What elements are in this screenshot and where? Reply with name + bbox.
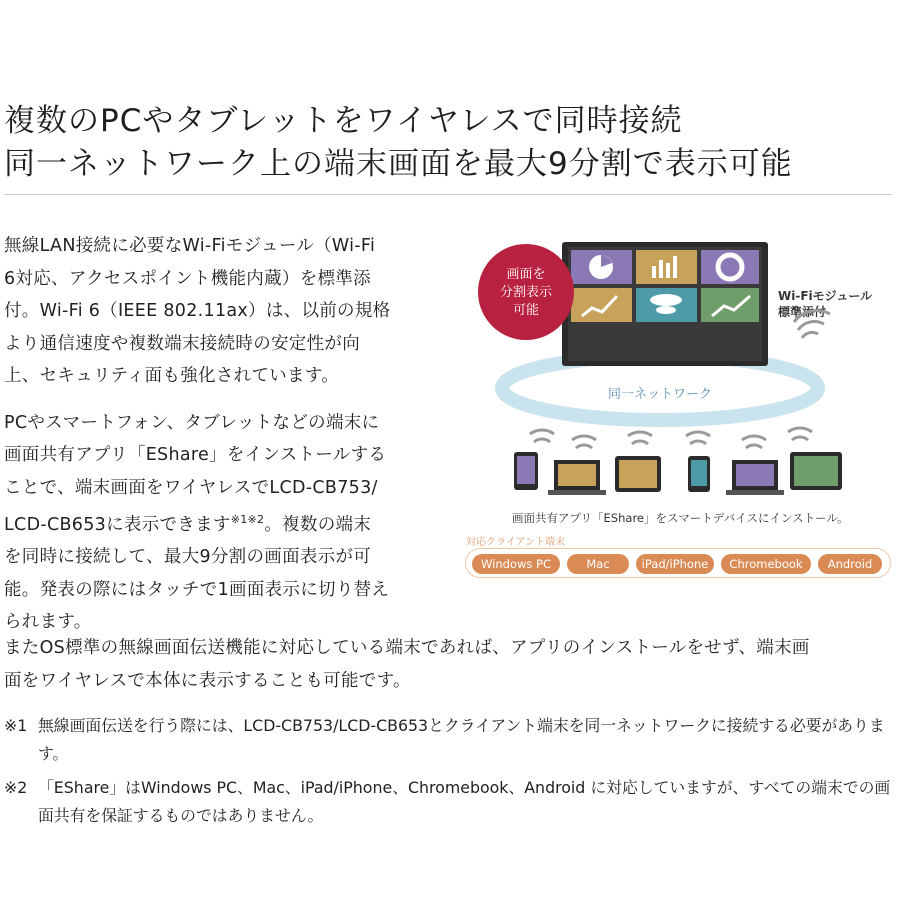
wifi-module-label-1: Wi-Fiモジュール	[778, 289, 873, 303]
paragraph-os-casting	[4, 632, 892, 697]
eshare-line-2: 画面共有アプリ「EShare」をインストールする	[4, 445, 387, 465]
footnote-ref-1: ※1	[230, 513, 248, 526]
page-title	[4, 100, 793, 186]
title-divider	[4, 194, 892, 195]
footnote-1	[4, 712, 892, 768]
smartphone-icon	[688, 456, 710, 492]
os-line-1: またOS標準の無線画面伝送機能に対応している端末であれば、アプリのインストールをせず、端末画	[4, 638, 810, 658]
laptop-icon	[726, 460, 784, 495]
clients-label: 対応クライアント端末	[466, 537, 565, 548]
client-devices	[514, 452, 842, 495]
wifi-line-3: 付。Wi-Fi 6（IEEE 802.11ax）は、以前の規格	[4, 301, 391, 321]
smartphone-icon	[514, 452, 538, 490]
os-line-2: 面をワイヤレスで本体に表示することも可能です。	[4, 670, 411, 691]
description-column	[4, 230, 424, 639]
eshare-line-1: PCやスマートフォン、タブレットなどの端末に	[4, 412, 380, 433]
footnote-ref-2: ※2	[247, 513, 265, 526]
wifi-line-4: より通信速度や複数端末接続時の安定性が向	[4, 333, 360, 354]
tablet-icon	[790, 452, 842, 490]
wifi-module-label-2: 標準添付	[778, 305, 827, 319]
badge-line-3: 可能	[512, 303, 540, 318]
footnote-1-text: 無線画面伝送を行う際には、LCD-CB753/LCD-CB653とクライアント端末を同一ネットワークに接続する必要があります。	[38, 716, 885, 763]
client-pill-chromebook: Chromebook	[721, 554, 811, 574]
eshare-line-7: られます。	[4, 612, 92, 633]
paragraph-wifi	[4, 230, 424, 393]
badge-line-2: 分割表示	[499, 285, 553, 300]
wifi-line-1: 無線LAN接続に必要なWi-Fiモジュール（Wi-Fi	[4, 236, 376, 256]
wifi-line-2: 6対応、アクセスポイント機能内蔵）を標準添	[4, 268, 371, 289]
network-label: 同一ネットワーク	[607, 387, 713, 402]
client-pill-windows-pc: Windows PC	[472, 554, 560, 574]
device-wifi-icons	[530, 428, 812, 448]
eshare-line-3: ことで、端末画面をワイヤレスでLCD-CB753/	[4, 477, 378, 498]
eshare-line-4: LCD-CB653に表示できます	[4, 514, 231, 535]
laptop-icon	[548, 460, 606, 495]
client-pill-android: Android	[818, 554, 882, 574]
illustration-caption: 画面共有アプリ「EShare」をスマートデバイスにインストール。	[512, 511, 849, 525]
paragraph-eshare	[4, 407, 424, 639]
footnote-2-text: 「EShare」はWindows PC、Mac、iPad/iPhone、Chromebook、Android に対応していますが、すべての端末での画面共有を保証するものではありません。	[38, 778, 891, 825]
footnote-1-mark: ※1	[4, 716, 28, 735]
badge-line-1: 画面を	[506, 267, 546, 282]
eshare-line-4b: 。複数の端末	[264, 514, 372, 535]
wifi-line-5: 上、セキュリティ面も強化されています。	[4, 366, 340, 386]
eshare-line-5: を同時に接続して、最大9分割の画面表示が可	[4, 547, 372, 568]
footnotes	[4, 712, 892, 836]
client-pill-mac: Mac	[567, 554, 629, 574]
title-line-1: 複数のPCやタブレットをワイヤレスで同時接続	[4, 103, 683, 139]
eshare-line-6: 能。発表の際にはタッチで1画面表示に切り替え	[4, 579, 390, 600]
footnote-2-mark: ※2	[4, 778, 28, 797]
footnote-2	[4, 774, 892, 830]
title-line-2: 同一ネットワーク上の端末画面を最大9分割で表示可能	[4, 146, 793, 182]
client-pill-ipad-iphone: iPad/iPhone	[636, 554, 714, 574]
tablet-icon	[615, 456, 661, 492]
